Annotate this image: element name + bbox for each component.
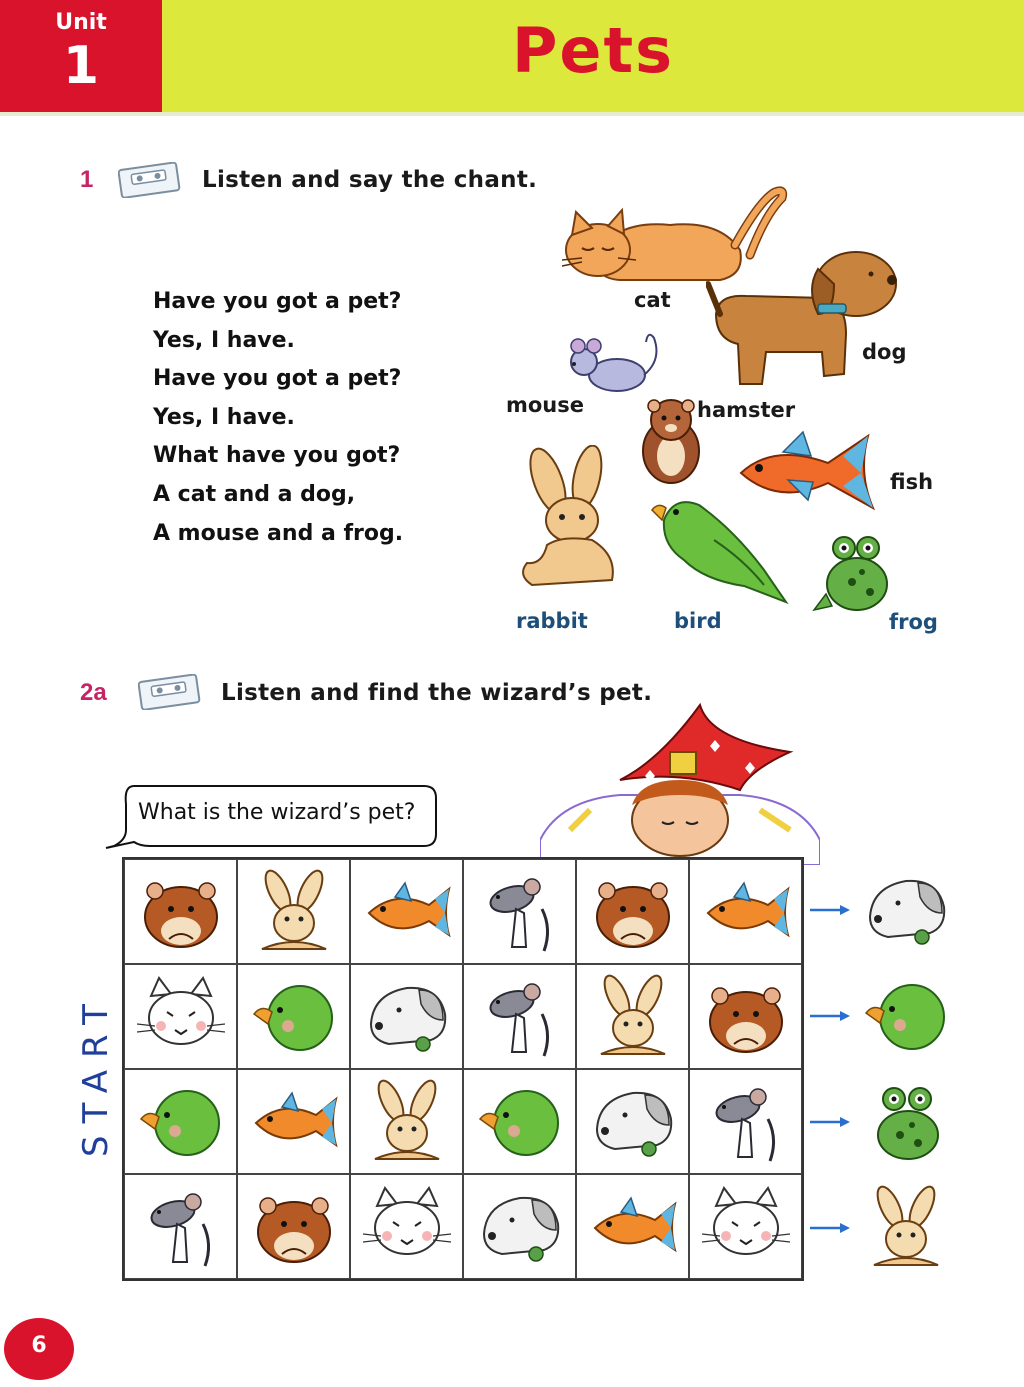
result-frog[interactable] [858,1078,954,1166]
hamster-icon [133,869,229,955]
bubble-text: What is the wizard’s pet? [138,800,416,825]
label-bird: bird [674,609,722,633]
chant-line: Yes, I have. [153,327,295,353]
chant-line: Have you got a pet? [153,289,402,314]
chant-line: A mouse and a frog. [153,520,404,546]
result-dog[interactable] [858,866,954,954]
unit-number: 1 [62,36,100,96]
grid-cell-hamster[interactable] [124,859,237,964]
cat-icon [359,1184,455,1270]
chant-line: Yes, I have. [153,404,295,430]
rabbit-icon [246,869,342,955]
label-hamster: hamster [697,398,796,422]
mouse-illustration [562,330,662,400]
section-2a-number: 2a [80,679,107,706]
grid-cell-mouse[interactable] [689,1069,802,1174]
section-1-number: 1 [80,166,94,193]
grid-cell-hamster[interactable] [689,964,802,1069]
dog-illustration [706,244,911,394]
label-fish: fish [890,470,934,494]
page-number: 6 [31,1333,47,1358]
frog-icon [858,1078,954,1166]
cat-icon [133,974,229,1060]
chant-line: A cat and a dog, [153,481,356,507]
cassette-icon[interactable] [118,162,182,198]
fish-icon [359,869,455,955]
grid-cell-fish[interactable] [350,859,463,964]
frog-illustration [812,532,894,616]
rabbit-icon [858,1184,954,1272]
bird-icon [246,974,342,1060]
header-divider [0,112,1024,116]
label-rabbit: rabbit [516,609,588,633]
arrow-icon [808,903,852,917]
hamster-icon [698,974,794,1060]
label-dog: dog [862,340,907,364]
chant-line: What have you got? [153,443,401,469]
bird-icon [133,1079,229,1165]
fish-icon [698,869,794,955]
title-bar [162,0,1024,112]
grid-cell-dog[interactable] [350,964,463,1069]
grid-cell-fish[interactable] [237,1069,350,1174]
grid-cell-fish[interactable] [689,859,802,964]
page-title: Pets [511,14,675,87]
dog-icon [585,1079,681,1165]
label-cat: cat [634,288,671,312]
mouse-icon [472,869,568,955]
section-1-instruction: Listen and say the chant. [202,167,538,193]
cat-icon [698,1184,794,1270]
arrow-icon [808,1221,852,1235]
hamster-illustration [636,396,706,486]
grid-cell-bird[interactable] [237,964,350,1069]
chant-text [153,283,403,553]
grid-cell-rabbit[interactable] [350,1069,463,1174]
grid-cell-rabbit[interactable] [237,859,350,964]
pet-grid [122,857,804,1281]
dog-icon [359,974,455,1060]
unit-label: Unit [55,10,107,35]
grid-cell-dog[interactable] [463,1174,576,1279]
start-text: START [76,992,116,1157]
chant-line: Have you got a pet? [153,366,402,392]
dog-icon [858,866,954,954]
grid-cell-mouse[interactable] [463,859,576,964]
grid-cell-fish[interactable] [576,1174,689,1279]
dog-icon [472,1184,568,1270]
hamster-icon [585,869,681,955]
grid-cell-cat[interactable] [350,1174,463,1279]
grid-cell-hamster[interactable] [576,859,689,964]
grid-cell-bird[interactable] [124,1069,237,1174]
fish-icon [585,1184,681,1270]
grid-cell-hamster[interactable] [237,1174,350,1279]
start-label [60,985,130,1165]
rabbit-icon [359,1079,455,1165]
wizard-illustration [540,700,820,865]
section-2a-instruction: Listen and find the wizard’s pet. [221,680,653,706]
bird-icon [858,972,954,1060]
grid-cell-mouse[interactable] [463,964,576,1069]
grid-cell-rabbit[interactable] [576,964,689,1069]
grid-cell-dog[interactable] [576,1069,689,1174]
fish-icon [246,1079,342,1165]
grid-cell-bird[interactable] [463,1069,576,1174]
bird-illustration [644,490,790,610]
result-rabbit[interactable] [858,1184,954,1272]
result-bird[interactable] [858,972,954,1060]
label-frog: frog [889,610,938,634]
mouse-icon [133,1184,229,1270]
grid-cell-cat[interactable] [689,1174,802,1279]
label-mouse: mouse [506,393,585,417]
unit-badge [0,0,162,112]
mouse-icon [472,974,568,1060]
grid-cell-cat[interactable] [124,964,237,1069]
bird-icon [472,1079,568,1165]
rabbit-illustration [512,445,627,595]
grid-cell-mouse[interactable] [124,1174,237,1279]
arrow-icon [808,1009,852,1023]
rabbit-icon [585,974,681,1060]
mouse-icon [698,1079,794,1165]
hamster-icon [246,1184,342,1270]
arrow-icon [808,1115,852,1129]
cassette-icon[interactable] [138,674,202,710]
